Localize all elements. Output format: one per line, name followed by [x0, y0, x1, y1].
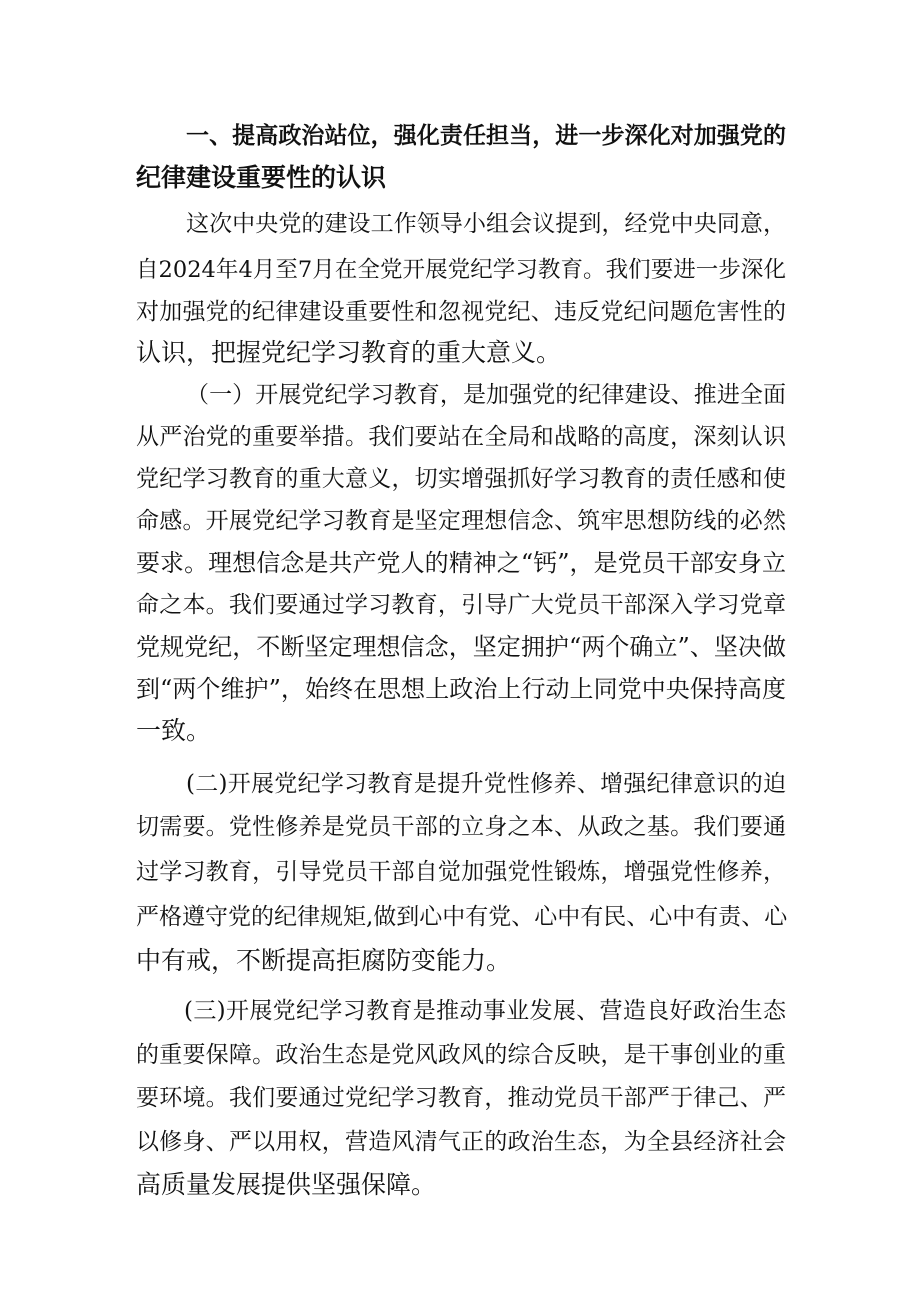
paragraph-one-line-3: 党纪学习教育的重大意义，切实增强抓好学习教育的责任感和使 [136, 466, 786, 492]
paragraph-three-line-4: 以修身、严以用权，营造风清气正的政治生态，为全县经济社会 [136, 1129, 786, 1155]
paragraph-intro-line-1: 这次中央党的建设工作领导小组会议提到，经党中央同意， [186, 211, 786, 237]
paragraph-three-line-2: 的重要保障。政治生态是党风政风的综合反映，是干事创业的重 [136, 1042, 786, 1068]
paragraph-one-line-9: 一致。 [136, 716, 212, 745]
paragraph-one-line-7: 党规党纪，不断坚定理想信念，坚定拥护“两个确立”、坚决做 [136, 633, 786, 661]
paragraph-three-line-3: 要环境。我们要通过党纪学习教育，推动党员干部严于律己、严 [136, 1085, 786, 1111]
paragraph-three-line-5: 高质量发展提供坚强保障。 [136, 1170, 437, 1199]
paragraph-one-line-5: 要求。理想信念是共产党人的精神之“钙”，是党员干部安身立 [136, 549, 786, 577]
paragraph-one-line-6: 命之本。我们要通过学习教育，引导广大党员干部深入学习党章 [136, 592, 786, 618]
paragraph-intro-line-2: 自2024年4月至7月在全党开展党纪学习教育。我们要进一步深化 [136, 257, 786, 283]
paragraph-two-line-5: 中有戒，不断提高拒腐防变能力。 [136, 946, 512, 975]
paragraph-two-line-2: 切需要。党性修养是党员干部的立身之本、从政之基。我们要通 [136, 814, 786, 840]
paragraph-one-line-8: 到“两个维护”，始终在思想上政治上行动上同党中央保持高度 [136, 675, 786, 703]
paragraph-intro-line-4: 认识，把握党纪学习教育的重大意义。 [136, 338, 562, 367]
paragraph-two-line-1: (二)开展党纪学习教育是提升党性修养、增强纪律意识的迫 [186, 771, 786, 797]
paragraph-one-line-2: 从严治党的重要举措。我们要站在全局和战略的高度，深刻认识 [136, 424, 786, 450]
paragraph-intro-line-3: 对加强党的纪律建设重要性和忽视党纪、违反党纪问题危害性的 [136, 299, 786, 325]
paragraph-two-line-3: 过学习教育，引导党员干部自觉加强党性锻炼，增强党性修养， [136, 859, 786, 885]
section-heading-line-1: 一、提高政治站位，强化责任担当，进一步深化对加强党的 [186, 123, 786, 149]
paragraph-one-line-1: （一）开展党纪学习教育，是加强党的纪律建设、推进全面 [186, 382, 786, 408]
paragraph-three-line-1: (三)开展党纪学习教育是推动事业发展、营造良好政治生态 [184, 998, 786, 1024]
paragraph-two-line-4: 严格遵守党的纪律规矩,做到心中有党、心中有民、心中有责、心 [136, 904, 788, 930]
section-heading-line-2: 纪律建设重要性的认识 [136, 163, 387, 192]
paragraph-one-line-4: 命感。开展党纪学习教育是坚定理想信念、筑牢思想防线的必然 [136, 508, 786, 534]
